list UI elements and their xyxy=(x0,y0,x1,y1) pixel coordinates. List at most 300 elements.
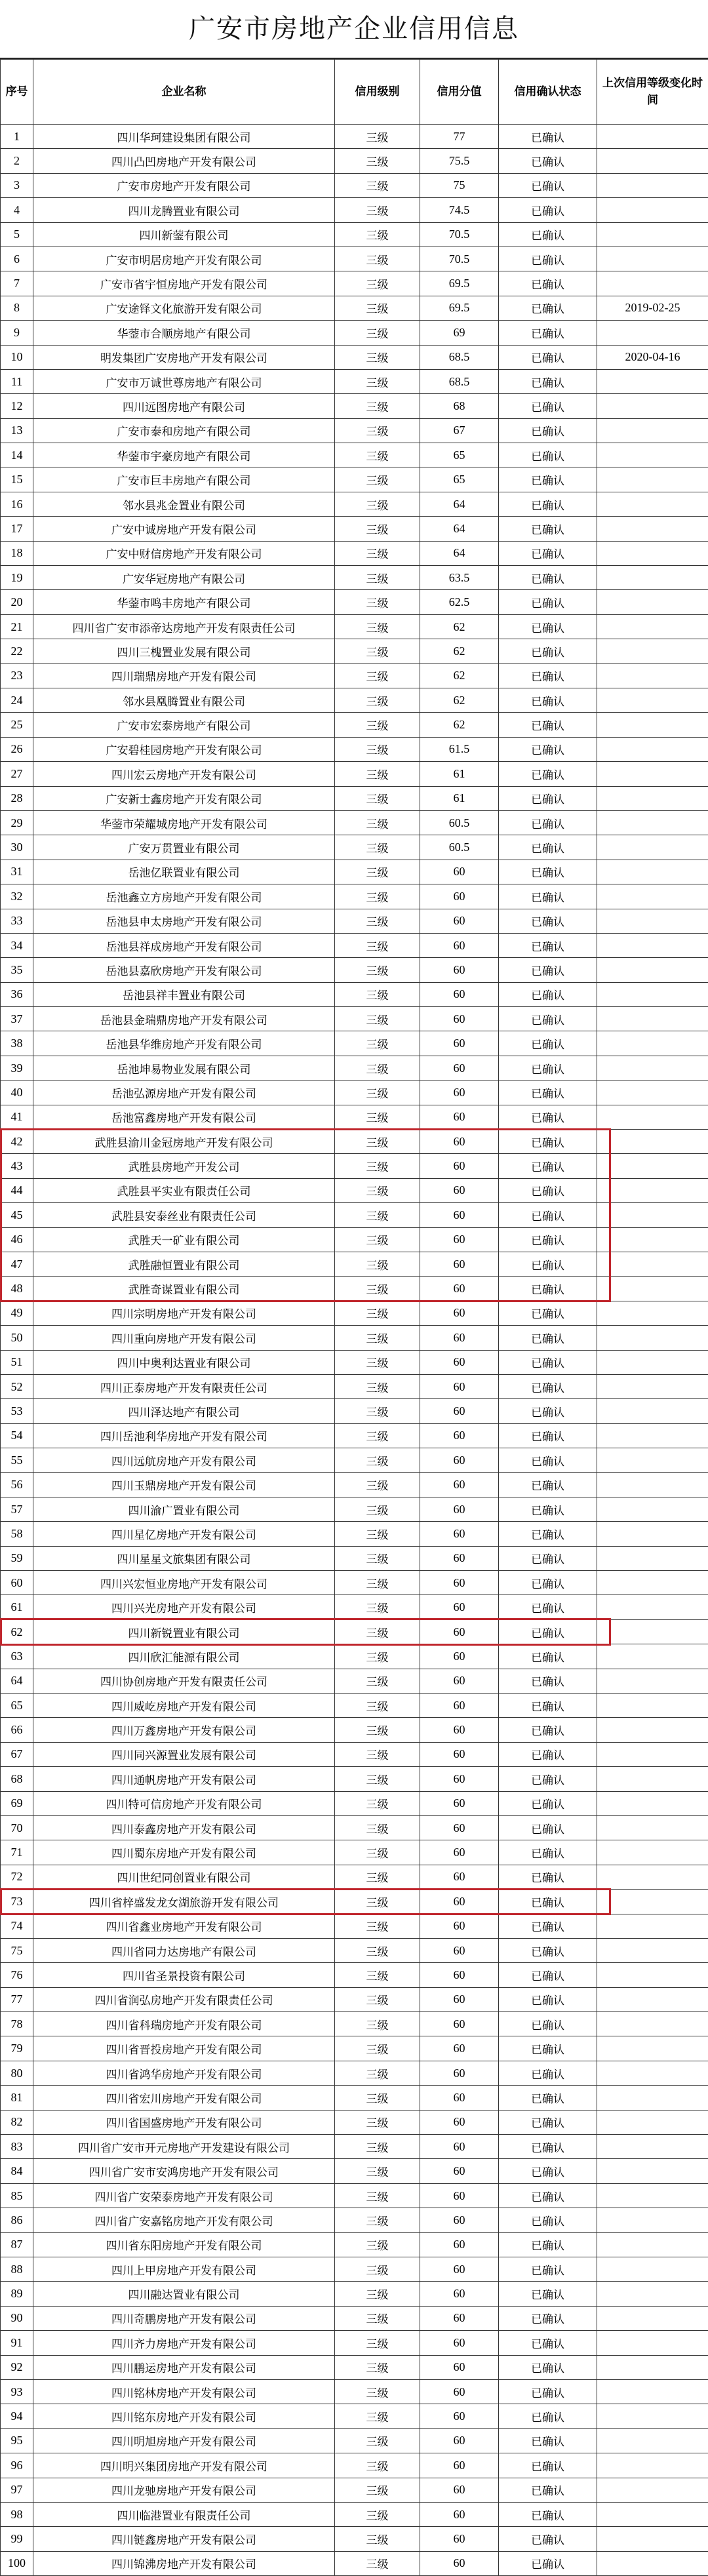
confirm-status: 已确认 xyxy=(499,1987,597,2011)
change-date xyxy=(597,1277,708,1301)
row-index: 73 xyxy=(1,1890,33,1914)
credit-level: 三级 xyxy=(335,1130,420,1154)
credit-score: 60 xyxy=(420,2183,499,2208)
confirm-status: 已确认 xyxy=(499,688,597,712)
credit-level: 三级 xyxy=(335,149,420,173)
table-row xyxy=(1,1448,708,1473)
row-index: 92 xyxy=(1,2355,33,2379)
credit-level: 三级 xyxy=(335,2502,420,2526)
credit-score: 60 xyxy=(420,884,499,909)
table-row xyxy=(1,296,708,320)
row-index: 5 xyxy=(1,222,33,247)
row-index: 70 xyxy=(1,1815,33,1840)
credit-level: 三级 xyxy=(335,173,420,197)
table-row xyxy=(1,1865,708,1889)
table-row xyxy=(1,664,708,688)
change-date xyxy=(597,2551,708,2575)
credit-level: 三级 xyxy=(335,1938,420,1962)
change-date xyxy=(597,2404,708,2428)
confirm-status: 已确认 xyxy=(499,2232,597,2257)
confirm-status: 已确认 xyxy=(499,2478,597,2502)
change-date xyxy=(597,247,708,271)
row-index: 12 xyxy=(1,394,33,418)
row-index: 69 xyxy=(1,1791,33,1815)
table-row xyxy=(1,1326,708,1350)
credit-score: 75.5 xyxy=(420,149,499,173)
table-row xyxy=(1,1546,708,1570)
confirm-status: 已确认 xyxy=(499,713,597,737)
change-date xyxy=(597,492,708,516)
table-body xyxy=(1,125,708,2576)
confirm-status: 已确认 xyxy=(499,2036,597,2061)
credit-level: 三级 xyxy=(335,1031,420,1056)
row-index: 39 xyxy=(1,1056,33,1080)
confirm-status: 已确认 xyxy=(499,590,597,614)
change-date xyxy=(597,688,708,712)
company-name: 四川省梓盛发龙女湖旅游开发有限公司 xyxy=(33,1890,335,1914)
confirm-status: 已确认 xyxy=(499,492,597,516)
company-name: 广安万贯置业有限公司 xyxy=(33,835,335,860)
page-title: 广安市房地产企业信用信息 xyxy=(0,0,708,59)
change-date xyxy=(597,2086,708,2110)
company-name: 邻水县凰腾置业有限公司 xyxy=(33,688,335,712)
change-date xyxy=(597,1473,708,1497)
confirm-status: 已确认 xyxy=(499,1031,597,1056)
company-name: 四川同兴源置业发展有限公司 xyxy=(33,1742,335,1766)
row-index: 18 xyxy=(1,541,33,565)
row-index: 1 xyxy=(1,125,33,149)
table-row xyxy=(1,2159,708,2183)
change-date xyxy=(597,1963,708,1987)
confirm-status: 已确认 xyxy=(499,1423,597,1448)
credit-score: 60 xyxy=(420,909,499,933)
confirm-status: 已确认 xyxy=(499,2282,597,2306)
credit-score: 60 xyxy=(420,2159,499,2183)
company-name: 广安市房地产开发有限公司 xyxy=(33,173,335,197)
change-date xyxy=(597,1546,708,1570)
confirm-status: 已确认 xyxy=(499,1203,597,1227)
table-row xyxy=(1,1178,708,1202)
table-row xyxy=(1,1203,708,1227)
change-date xyxy=(597,1326,708,1350)
company-name: 岳池县华维房地产开发有限公司 xyxy=(33,1031,335,1056)
company-name: 四川万鑫房地产开发有限公司 xyxy=(33,1718,335,1742)
table-row xyxy=(1,1399,708,1423)
credit-score: 60 xyxy=(420,1374,499,1398)
confirm-status: 已确认 xyxy=(499,737,597,761)
table-row xyxy=(1,1767,708,1791)
confirm-status: 已确认 xyxy=(499,2527,597,2551)
row-index: 62 xyxy=(1,1619,33,1644)
table-row xyxy=(1,566,708,590)
company-name: 岳池富鑫房地产开发有限公司 xyxy=(33,1105,335,1129)
company-name: 武胜天一矿业有限公司 xyxy=(33,1227,335,1252)
company-name: 四川省鑫业房地产开发有限公司 xyxy=(33,1914,335,1938)
confirm-status: 已确认 xyxy=(499,909,597,933)
credit-score: 60 xyxy=(420,860,499,884)
credit-score: 69.5 xyxy=(420,296,499,320)
confirm-status: 已确认 xyxy=(499,1644,597,1669)
table-row xyxy=(1,1840,708,1865)
company-name: 四川泽达地产有限公司 xyxy=(33,1399,335,1423)
change-date xyxy=(597,2453,708,2478)
table-row xyxy=(1,418,708,443)
credit-level: 三级 xyxy=(335,467,420,492)
confirm-status: 已确认 xyxy=(499,2257,597,2281)
company-name: 四川省鸿华房地产开发有限公司 xyxy=(33,2061,335,2085)
credit-level: 三级 xyxy=(335,688,420,712)
table-row xyxy=(1,1473,708,1497)
company-name: 四川玉鼎房地产开发有限公司 xyxy=(33,1473,335,1497)
credit-score: 65 xyxy=(420,467,499,492)
row-index: 20 xyxy=(1,590,33,614)
company-name: 四川上甲房地产开发有限公司 xyxy=(33,2257,335,2281)
confirm-status: 已确认 xyxy=(499,345,597,369)
confirm-status: 已确认 xyxy=(499,443,597,467)
confirm-status: 已确认 xyxy=(499,296,597,320)
credit-level: 三级 xyxy=(335,2012,420,2036)
confirm-status: 已确认 xyxy=(499,1571,597,1595)
change-date xyxy=(597,2012,708,2036)
company-name: 四川省广安嘉铭房地产开发有限公司 xyxy=(33,2208,335,2232)
change-date xyxy=(597,982,708,1006)
company-name: 武胜县渝川金冠房地产开发有限公司 xyxy=(33,1130,335,1154)
credit-score: 68.5 xyxy=(420,369,499,393)
change-date xyxy=(597,1865,708,1889)
confirm-status: 已确认 xyxy=(499,1326,597,1350)
row-index: 89 xyxy=(1,2282,33,2306)
change-date xyxy=(597,1987,708,2011)
change-date xyxy=(597,369,708,393)
credit-score: 60 xyxy=(420,1963,499,1987)
company-name: 四川鹏运房地产开发有限公司 xyxy=(33,2355,335,2379)
row-index: 15 xyxy=(1,467,33,492)
company-name: 广安途铎文化旅游开发有限公司 xyxy=(33,296,335,320)
row-index: 75 xyxy=(1,1938,33,1962)
change-date xyxy=(597,2306,708,2330)
confirm-status: 已确认 xyxy=(499,271,597,296)
row-index: 36 xyxy=(1,982,33,1006)
table-row xyxy=(1,762,708,786)
company-name: 四川链鑫房地产开发有限公司 xyxy=(33,2527,335,2551)
change-date xyxy=(597,1178,708,1202)
table-row xyxy=(1,517,708,541)
credit-level: 三级 xyxy=(335,541,420,565)
company-name: 武胜奇谋置业有限公司 xyxy=(33,1277,335,1301)
company-name: 四川省广安市开元房地产开发建设有限公司 xyxy=(33,2135,335,2159)
credit-level: 三级 xyxy=(335,443,420,467)
credit-score: 69 xyxy=(420,321,499,345)
row-index: 44 xyxy=(1,1178,33,1202)
table-row xyxy=(1,1277,708,1301)
row-index: 77 xyxy=(1,1987,33,2011)
change-date xyxy=(597,1105,708,1129)
table-row xyxy=(1,909,708,933)
confirm-status: 已确认 xyxy=(499,1350,597,1374)
row-index: 42 xyxy=(1,1130,33,1154)
credit-score: 60 xyxy=(420,1031,499,1056)
confirm-status: 已确认 xyxy=(499,2012,597,2036)
credit-level: 三级 xyxy=(335,909,420,933)
confirm-status: 已确认 xyxy=(499,614,597,639)
row-index: 84 xyxy=(1,2159,33,2183)
table-row xyxy=(1,590,708,614)
credit-level: 三级 xyxy=(335,2331,420,2355)
row-index: 50 xyxy=(1,1326,33,1350)
table-row xyxy=(1,1890,708,1914)
row-index: 51 xyxy=(1,1350,33,1374)
credit-table xyxy=(0,59,708,2576)
header-company: 企业名称 xyxy=(33,60,335,125)
table-row xyxy=(1,1644,708,1669)
credit-level: 三级 xyxy=(335,2404,420,2428)
change-date xyxy=(597,1669,708,1693)
change-date xyxy=(597,2331,708,2355)
row-index: 30 xyxy=(1,835,33,860)
credit-level: 三级 xyxy=(335,2453,420,2478)
company-name: 华蓥市荣耀城房地产开发有限公司 xyxy=(33,810,335,835)
table-row xyxy=(1,2012,708,2036)
credit-score: 60 xyxy=(420,1252,499,1276)
company-name: 四川重向房地产开发有限公司 xyxy=(33,1326,335,1350)
row-index: 99 xyxy=(1,2527,33,2551)
change-date xyxy=(597,1399,708,1423)
confirm-status: 已确认 xyxy=(499,2355,597,2379)
table-row xyxy=(1,2110,708,2134)
company-name: 四川省国盛房地产开发有限公司 xyxy=(33,2110,335,2134)
row-index: 31 xyxy=(1,860,33,884)
table-row xyxy=(1,394,708,418)
row-index: 81 xyxy=(1,2086,33,2110)
credit-level: 三级 xyxy=(335,1742,420,1766)
change-date xyxy=(597,2110,708,2134)
credit-level: 三级 xyxy=(335,296,420,320)
row-index: 55 xyxy=(1,1448,33,1473)
change-date xyxy=(597,1203,708,1227)
company-name: 广安市省宇恒房地产开发有限公司 xyxy=(33,271,335,296)
change-date xyxy=(597,222,708,247)
credit-level: 三级 xyxy=(335,1669,420,1693)
table-row xyxy=(1,2282,708,2306)
table-row xyxy=(1,2551,708,2575)
company-name: 四川中奥利达置业有限公司 xyxy=(33,1350,335,1374)
company-name: 四川明兴集团房地产开发有限公司 xyxy=(33,2453,335,2478)
confirm-status: 已确认 xyxy=(499,222,597,247)
credit-score: 60 xyxy=(420,1865,499,1889)
credit-score: 60 xyxy=(420,2086,499,2110)
confirm-status: 已确认 xyxy=(499,467,597,492)
table-header-row xyxy=(1,60,708,125)
table-row xyxy=(1,2502,708,2526)
company-name: 武胜县安泰丝业有限责任公司 xyxy=(33,1203,335,1227)
table-row xyxy=(1,1301,708,1325)
credit-level: 三级 xyxy=(335,1815,420,1840)
table-row xyxy=(1,271,708,296)
row-index: 49 xyxy=(1,1301,33,1325)
change-date xyxy=(597,933,708,957)
company-name: 四川宏云房地产开发有限公司 xyxy=(33,762,335,786)
confirm-status: 已确认 xyxy=(499,1914,597,1938)
confirm-status: 已确认 xyxy=(499,1497,597,1521)
confirm-status: 已确认 xyxy=(499,1007,597,1031)
credit-score: 60 xyxy=(420,1546,499,1570)
company-name: 广安市泰和房地产有限公司 xyxy=(33,418,335,443)
table-row xyxy=(1,2527,708,2551)
change-date xyxy=(597,2232,708,2257)
confirm-status: 已确认 xyxy=(499,1105,597,1129)
table-row xyxy=(1,835,708,860)
company-name: 四川省广安市添帝达房地产开发有限责任公司 xyxy=(33,614,335,639)
table-row xyxy=(1,1056,708,1080)
credit-score: 60 xyxy=(420,1815,499,1840)
confirm-status: 已确认 xyxy=(499,958,597,982)
credit-level: 三级 xyxy=(335,1963,420,1987)
row-index: 41 xyxy=(1,1105,33,1129)
credit-score: 60 xyxy=(420,2306,499,2330)
company-name: 武胜融恒置业有限公司 xyxy=(33,1252,335,1276)
confirm-status: 已确认 xyxy=(499,2306,597,2330)
credit-level: 三级 xyxy=(335,835,420,860)
confirm-status: 已确认 xyxy=(499,247,597,271)
change-date xyxy=(597,639,708,664)
credit-level: 三级 xyxy=(335,1056,420,1080)
change-date xyxy=(597,2183,708,2208)
row-index: 96 xyxy=(1,2453,33,2478)
change-date xyxy=(597,2061,708,2085)
confirm-status: 已确认 xyxy=(499,2110,597,2134)
row-index: 9 xyxy=(1,321,33,345)
table-row xyxy=(1,1154,708,1178)
header-change-date: 上次信用等级变化时间 xyxy=(597,60,708,125)
change-date xyxy=(597,1301,708,1325)
row-index: 47 xyxy=(1,1252,33,1276)
company-name: 四川宗明房地产开发有限公司 xyxy=(33,1301,335,1325)
credit-level: 三级 xyxy=(335,2208,420,2232)
credit-level: 三级 xyxy=(335,2551,420,2575)
row-index: 27 xyxy=(1,762,33,786)
company-name: 广安市万诚世尊房地产有限公司 xyxy=(33,369,335,393)
credit-level: 三级 xyxy=(335,418,420,443)
change-date xyxy=(597,1031,708,1056)
table-row xyxy=(1,2135,708,2159)
credit-score: 60 xyxy=(420,1718,499,1742)
credit-score: 60 xyxy=(420,1203,499,1227)
company-name: 四川渝广置业有限公司 xyxy=(33,1497,335,1521)
change-date xyxy=(597,1718,708,1742)
confirm-status: 已确认 xyxy=(499,835,597,860)
change-date xyxy=(597,1742,708,1766)
change-date xyxy=(597,1448,708,1473)
row-index: 11 xyxy=(1,369,33,393)
credit-score: 60 xyxy=(420,1742,499,1766)
confirm-status: 已确认 xyxy=(499,1963,597,1987)
change-date xyxy=(597,835,708,860)
confirm-status: 已确认 xyxy=(499,149,597,173)
table-row xyxy=(1,1938,708,1962)
credit-level: 三级 xyxy=(335,1227,420,1252)
table-row xyxy=(1,2379,708,2404)
credit-score: 60 xyxy=(420,1350,499,1374)
change-date xyxy=(597,860,708,884)
change-date xyxy=(597,1767,708,1791)
confirm-status: 已确认 xyxy=(499,1374,597,1398)
row-index: 37 xyxy=(1,1007,33,1031)
table-row xyxy=(1,2208,708,2232)
table-row xyxy=(1,884,708,909)
credit-score: 60.5 xyxy=(420,835,499,860)
confirm-status: 已确认 xyxy=(499,1890,597,1914)
credit-score: 60 xyxy=(420,2232,499,2257)
credit-score: 60 xyxy=(420,1056,499,1080)
table-row xyxy=(1,443,708,467)
confirm-status: 已确认 xyxy=(499,1448,597,1473)
row-index: 97 xyxy=(1,2478,33,2502)
credit-level: 三级 xyxy=(335,1694,420,1718)
company-name: 岳池鑫立方房地产开发有限公司 xyxy=(33,884,335,909)
confirm-status: 已确认 xyxy=(499,418,597,443)
table-row xyxy=(1,713,708,737)
table-row xyxy=(1,198,708,222)
company-name: 四川省宏川房地产开发有限公司 xyxy=(33,2086,335,2110)
row-index: 85 xyxy=(1,2183,33,2208)
row-index: 16 xyxy=(1,492,33,516)
credit-score: 62 xyxy=(420,614,499,639)
change-date xyxy=(597,2502,708,2526)
company-name: 四川瑞鼎房地产开发有限公司 xyxy=(33,664,335,688)
credit-score: 62.5 xyxy=(420,590,499,614)
row-index: 38 xyxy=(1,1031,33,1056)
company-name: 四川省广安市安鸿房地产开发有限公司 xyxy=(33,2159,335,2183)
credit-score: 65 xyxy=(420,443,499,467)
confirm-status: 已确认 xyxy=(499,933,597,957)
row-index: 98 xyxy=(1,2502,33,2526)
company-name: 四川临港置业有限责任公司 xyxy=(33,2502,335,2526)
credit-score: 60 xyxy=(420,1890,499,1914)
row-index: 25 xyxy=(1,713,33,737)
credit-level: 三级 xyxy=(335,2478,420,2502)
company-name: 四川省同力达房地产有限公司 xyxy=(33,1938,335,1962)
credit-level: 三级 xyxy=(335,810,420,835)
row-index: 94 xyxy=(1,2404,33,2428)
company-name: 四川省广安荣泰房地产开发有限公司 xyxy=(33,2183,335,2208)
company-name: 四川融达置业有限公司 xyxy=(33,2282,335,2306)
credit-score: 60 xyxy=(420,1080,499,1105)
confirm-status: 已确认 xyxy=(499,1056,597,1080)
credit-score: 60 xyxy=(420,2331,499,2355)
table-row xyxy=(1,2428,708,2453)
company-name: 明发集团广安房地产开发有限公司 xyxy=(33,345,335,369)
credit-level: 三级 xyxy=(335,1326,420,1350)
row-index: 74 xyxy=(1,1914,33,1938)
credit-level: 三级 xyxy=(335,2036,420,2061)
change-date xyxy=(597,2135,708,2159)
change-date xyxy=(597,1938,708,1962)
credit-score: 60 xyxy=(420,1938,499,1962)
company-name: 岳池弘源房地产开发有限公司 xyxy=(33,1080,335,1105)
credit-level: 三级 xyxy=(335,884,420,909)
company-name: 邻水县兆金置业有限公司 xyxy=(33,492,335,516)
row-index: 66 xyxy=(1,1718,33,1742)
credit-level: 三级 xyxy=(335,1154,420,1178)
credit-score: 67 xyxy=(420,418,499,443)
confirm-status: 已确认 xyxy=(499,125,597,149)
credit-level: 三级 xyxy=(335,713,420,737)
row-index: 32 xyxy=(1,884,33,909)
credit-score: 60 xyxy=(420,1423,499,1448)
change-date xyxy=(597,1130,708,1154)
credit-score: 70.5 xyxy=(420,247,499,271)
credit-level: 三级 xyxy=(335,1203,420,1227)
